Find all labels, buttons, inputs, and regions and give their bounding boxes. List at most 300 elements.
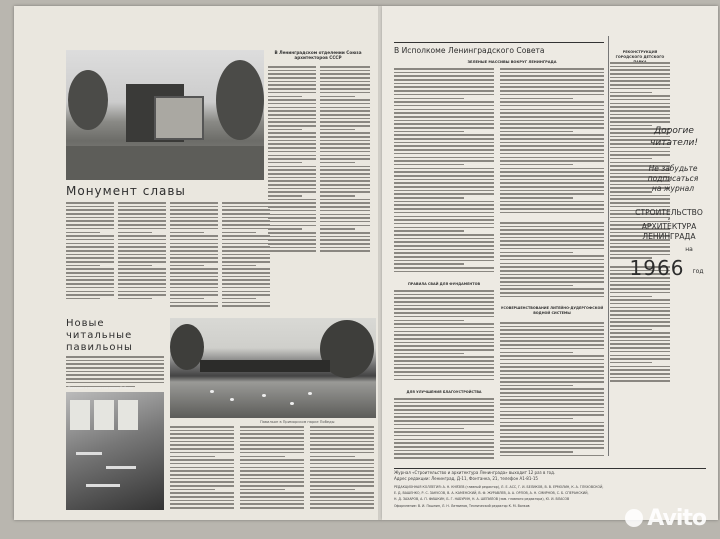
text-line <box>610 69 670 71</box>
text-line <box>118 265 152 267</box>
text-line <box>268 103 316 105</box>
text-line <box>170 209 218 211</box>
text-line <box>118 254 166 256</box>
text-line <box>320 99 370 101</box>
text-line <box>500 208 604 210</box>
text-line <box>320 169 370 171</box>
text-line <box>610 117 670 119</box>
pavilion-photo <box>170 318 376 418</box>
text-line <box>170 291 218 293</box>
text-line <box>240 467 304 469</box>
text-line <box>66 298 100 300</box>
text-line <box>268 228 302 230</box>
text-line <box>320 129 355 131</box>
text-line <box>500 68 604 70</box>
foundations-text <box>394 290 494 386</box>
text-line <box>222 276 270 278</box>
text-line <box>268 143 316 145</box>
section-rule <box>394 42 604 43</box>
monument-title: Монумент славы <box>66 184 186 198</box>
text-line <box>310 492 374 494</box>
text-line <box>268 221 316 223</box>
text-line <box>500 201 604 203</box>
text-line <box>500 105 604 107</box>
text-line <box>66 378 164 380</box>
text-line <box>394 149 494 151</box>
text-line <box>170 467 234 469</box>
text-line <box>500 138 604 140</box>
text-line <box>500 142 604 144</box>
text-line <box>240 496 304 498</box>
text-line <box>394 402 494 404</box>
text-line <box>610 292 670 294</box>
text-line <box>240 485 304 487</box>
text-line <box>118 202 166 204</box>
text-line <box>394 353 464 355</box>
water-text <box>500 322 604 462</box>
text-line <box>394 416 494 418</box>
text-line <box>610 362 652 364</box>
text-line <box>170 500 234 502</box>
text-line <box>500 222 604 224</box>
text-line <box>500 329 604 331</box>
text-line <box>118 294 166 296</box>
text-line <box>394 134 494 136</box>
text-line <box>500 270 604 272</box>
text-line <box>500 326 604 328</box>
text-line <box>170 239 218 241</box>
text-line <box>320 217 370 219</box>
text-line <box>500 98 573 100</box>
text-line <box>500 451 573 453</box>
text-line <box>500 366 604 368</box>
text-line <box>394 334 494 336</box>
text-line <box>320 202 370 204</box>
text-line <box>66 246 114 248</box>
reading-title-3: павильоны <box>66 342 133 353</box>
text-line <box>394 101 494 103</box>
text-line <box>500 229 604 231</box>
text-line <box>310 463 374 465</box>
text-line <box>500 359 604 361</box>
text-line <box>500 263 604 265</box>
subhead-children-park: РЕКОНСТРУКЦИЯ ГОРОДСКОГО ДЕТСКОГО <box>615 50 665 59</box>
text-line <box>170 441 234 443</box>
text-line <box>268 107 316 109</box>
text-line <box>118 261 166 263</box>
text-line <box>394 409 494 411</box>
text-line <box>394 186 494 188</box>
text-line <box>500 322 604 324</box>
text-line <box>170 279 218 281</box>
text-line <box>320 206 370 208</box>
text-line <box>118 243 166 245</box>
text-line <box>500 429 604 431</box>
text-line <box>320 247 370 249</box>
text-line <box>500 277 604 279</box>
text-line <box>66 202 114 204</box>
section-title: В Исполкоме Ленинградского Совета <box>394 46 545 55</box>
text-line <box>222 257 270 259</box>
text-line <box>170 213 218 215</box>
text-line <box>268 158 316 160</box>
text-line <box>66 228 114 230</box>
text-line <box>500 212 604 214</box>
text-line <box>310 507 374 509</box>
text-line <box>500 240 604 242</box>
text-line <box>170 437 234 439</box>
text-line <box>268 140 316 142</box>
text-line <box>500 403 604 405</box>
text-line <box>394 179 494 181</box>
text-line <box>268 166 316 168</box>
text-line <box>170 463 234 465</box>
text-line <box>394 201 494 203</box>
text-line <box>240 481 304 483</box>
text-line <box>310 489 355 491</box>
text-line <box>118 283 166 285</box>
text-line <box>222 213 270 215</box>
text-line <box>66 224 114 226</box>
text-line <box>118 206 166 208</box>
reading-title-1: Новые <box>66 318 105 329</box>
text-line <box>310 452 374 454</box>
text-line <box>500 455 604 457</box>
text-line <box>170 459 234 461</box>
text-line <box>310 459 374 461</box>
text-line <box>500 388 604 390</box>
text-line <box>610 88 670 90</box>
text-line <box>610 84 670 86</box>
text-line <box>610 106 670 108</box>
text-line <box>394 356 494 358</box>
text-line <box>500 411 604 413</box>
text-line <box>500 109 604 111</box>
text-line <box>320 250 370 252</box>
text-line <box>610 110 670 112</box>
text-line <box>222 283 270 285</box>
footer-board-2: Е. Д. ВАШЕНКО, Р. С. ЗАКУСОВ, В. А. КАМЕНСКИЙ, В. Ф. ЖУРАВЛЕВ, А. А. ОРЛОВ, А. Н. СМИРНОВ, С. Б. СПЕРАНСКИЙ, <box>394 491 589 495</box>
text-line <box>394 450 494 452</box>
text-line <box>610 80 670 82</box>
text-line <box>610 121 670 123</box>
text-line <box>66 235 114 237</box>
text-line <box>500 296 604 298</box>
text-line <box>394 90 494 92</box>
text-line <box>500 72 604 74</box>
text-line <box>66 374 164 376</box>
children-text-2 <box>610 266 670 386</box>
text-line <box>610 99 670 101</box>
text-line <box>394 331 494 333</box>
subhead-improvement: ДЛЯ УЛУЧШЕНИЯ БЛАГОУСТРОЙСТВА <box>406 390 482 394</box>
text-line <box>610 250 670 252</box>
text-line <box>610 369 670 371</box>
text-line <box>394 371 494 373</box>
interior-photo-caption: Павильон в московском парке Победы <box>68 386 134 390</box>
text-line <box>170 481 234 483</box>
text-line <box>610 310 670 312</box>
text-line <box>66 279 114 281</box>
text-line <box>500 94 604 96</box>
monument-text-col3 <box>170 202 218 312</box>
text-line <box>500 171 604 173</box>
text-line <box>268 188 316 190</box>
text-line <box>394 123 494 125</box>
text-line <box>394 83 494 85</box>
promo-to-journal: на журнал <box>651 184 695 193</box>
text-line <box>610 158 652 160</box>
text-line <box>118 298 152 300</box>
text-line <box>320 73 370 75</box>
text-line <box>268 243 316 245</box>
text-line <box>118 213 166 215</box>
text-line <box>320 118 370 120</box>
text-line <box>394 457 494 459</box>
text-line <box>394 105 494 107</box>
text-line <box>66 217 114 219</box>
text-line <box>118 217 166 219</box>
text-line <box>320 151 370 153</box>
text-line <box>394 312 494 314</box>
text-line <box>500 226 604 228</box>
text-line <box>394 216 494 218</box>
text-line <box>320 243 370 245</box>
text-line <box>500 75 604 77</box>
text-line <box>394 320 464 322</box>
text-line <box>222 294 270 296</box>
text-line <box>610 246 670 248</box>
text-line <box>500 204 604 206</box>
text-line <box>394 360 494 362</box>
text-line <box>394 230 464 232</box>
text-line <box>268 184 316 186</box>
text-line <box>320 84 370 86</box>
text-line <box>170 294 218 296</box>
text-line <box>240 456 285 458</box>
text-line <box>118 276 166 278</box>
text-line <box>320 188 370 190</box>
text-line <box>610 377 670 379</box>
text-line <box>310 485 374 487</box>
text-line <box>222 291 270 293</box>
text-line <box>118 246 166 248</box>
text-line <box>394 420 494 422</box>
text-line <box>394 316 494 318</box>
text-line <box>240 459 304 461</box>
pavilion-text-col3 <box>310 426 374 512</box>
text-line <box>394 193 494 195</box>
text-line <box>394 223 494 225</box>
text-line <box>610 358 670 360</box>
text-line <box>222 228 270 230</box>
text-line <box>170 507 234 509</box>
text-line <box>500 179 604 181</box>
text-line <box>222 254 270 256</box>
text-line <box>500 407 604 409</box>
text-line <box>500 274 604 276</box>
text-line <box>500 285 573 287</box>
text-line <box>222 217 270 219</box>
text-line <box>320 155 370 157</box>
text-line <box>66 382 164 384</box>
text-line <box>394 219 494 221</box>
text-line <box>310 470 374 472</box>
text-line <box>500 374 604 376</box>
text-line <box>268 151 316 153</box>
text-line <box>320 199 370 201</box>
text-line <box>500 340 604 342</box>
text-line <box>268 125 316 127</box>
text-line <box>268 191 316 193</box>
text-line <box>240 463 304 465</box>
footer-periodicity: Журнал «Строительство и архитектура Ленинграда» выходит 12 раз в год. <box>394 470 556 475</box>
text-line <box>170 232 204 234</box>
text-line <box>222 209 270 211</box>
text-line <box>268 136 316 138</box>
text-line <box>394 238 494 240</box>
text-line <box>268 247 316 249</box>
text-line <box>170 478 234 480</box>
text-line <box>170 448 234 450</box>
text-line <box>394 127 494 129</box>
text-line <box>320 221 370 223</box>
text-line <box>310 430 374 432</box>
text-line <box>610 198 670 200</box>
text-line <box>610 66 670 68</box>
text-line <box>268 195 302 197</box>
text-line <box>222 305 270 307</box>
text-line <box>310 467 374 469</box>
text-line <box>268 180 316 182</box>
text-line <box>268 99 316 101</box>
promo-dear: Дорогие <box>654 126 694 136</box>
text-line <box>268 70 316 72</box>
text-line <box>394 327 494 329</box>
text-line <box>610 73 670 75</box>
text-line <box>118 224 166 226</box>
improve-text <box>394 398 494 462</box>
text-line <box>500 370 604 372</box>
text-line <box>170 456 215 458</box>
text-line <box>66 232 100 234</box>
text-line <box>320 92 370 94</box>
text-line <box>170 246 218 248</box>
subhead-water-system: УСОВЕРШЕНСТВОВАНИЕ ЛИТЕЙНО-ДУДЕРГОФСКОЙ ВОДНОЙ СИСТЕМЫ <box>500 306 604 315</box>
text-line <box>500 447 604 449</box>
promo-god: год <box>692 268 704 275</box>
text-line <box>222 232 256 234</box>
text-line <box>240 500 304 502</box>
text-line <box>170 496 234 498</box>
promo-subscribe: подписаться <box>647 174 699 183</box>
text-line <box>268 199 316 201</box>
left-page <box>14 6 382 520</box>
text-line <box>394 208 494 210</box>
text-line <box>118 220 166 222</box>
text-line <box>320 136 370 138</box>
text-line <box>268 84 316 86</box>
text-line <box>320 210 370 212</box>
text-line <box>394 431 494 433</box>
text-line <box>610 321 670 323</box>
text-line <box>170 452 234 454</box>
text-line <box>222 268 270 270</box>
text-line <box>610 154 670 156</box>
text-line <box>500 281 604 283</box>
text-line <box>170 268 218 270</box>
text-line <box>268 177 316 179</box>
text-line <box>320 239 370 241</box>
text-line <box>394 171 494 173</box>
text-line <box>170 298 204 300</box>
text-line <box>240 437 304 439</box>
text-line <box>240 507 304 509</box>
text-line <box>310 437 374 439</box>
text-line <box>610 380 670 382</box>
text-line <box>118 250 166 252</box>
text-line <box>268 239 316 241</box>
green-text-col2 <box>500 68 604 218</box>
text-line <box>610 77 670 79</box>
text-line <box>268 147 316 149</box>
text-line <box>320 143 370 145</box>
text-line <box>320 162 355 164</box>
text-line <box>394 308 494 310</box>
text-line <box>394 375 494 377</box>
text-line <box>394 364 494 366</box>
text-line <box>66 243 114 245</box>
text-line <box>66 294 114 296</box>
text-line <box>500 425 604 427</box>
text-line <box>500 444 604 446</box>
text-line <box>310 448 374 450</box>
text-line <box>610 343 670 345</box>
text-line <box>222 272 270 274</box>
text-line <box>66 254 114 256</box>
text-line <box>118 239 166 241</box>
text-line <box>222 239 270 241</box>
text-line <box>222 220 270 222</box>
text-line <box>500 414 604 416</box>
footer-board-1: РЕДАКЦИОННАЯ КОЛЛЕГИЯ: А. Н. КНЯЗЕВ (главный редактор), Л. Е. АСС, Г. И. БЕЛИКОВ, В. В. ЕРМОЛИН, К. А. ГЛУХОВСКОЙ, <box>394 485 604 489</box>
text-line <box>394 439 494 441</box>
text-line <box>310 481 374 483</box>
text-line <box>610 288 670 290</box>
reading-title-2: читальные <box>66 330 133 341</box>
text-line <box>500 292 604 294</box>
text-line <box>268 129 302 131</box>
text-line <box>394 290 494 292</box>
text-line <box>118 291 166 293</box>
text-line <box>320 81 370 83</box>
text-line <box>394 256 494 258</box>
text-line <box>118 257 166 259</box>
text-line <box>118 279 166 281</box>
footer-address: Адрес редакции: Ленинград, Д-11, Фонтанка, 21, телефон А1-81-15 <box>394 476 538 481</box>
text-line <box>66 291 114 293</box>
text-line <box>610 284 670 286</box>
text-line <box>394 227 494 229</box>
text-line <box>66 360 164 362</box>
text-line <box>500 333 604 335</box>
text-line <box>610 299 670 301</box>
text-line <box>500 237 604 239</box>
text-line <box>310 433 374 435</box>
text-line <box>320 214 370 216</box>
text-line <box>268 250 316 252</box>
text-line <box>500 153 604 155</box>
